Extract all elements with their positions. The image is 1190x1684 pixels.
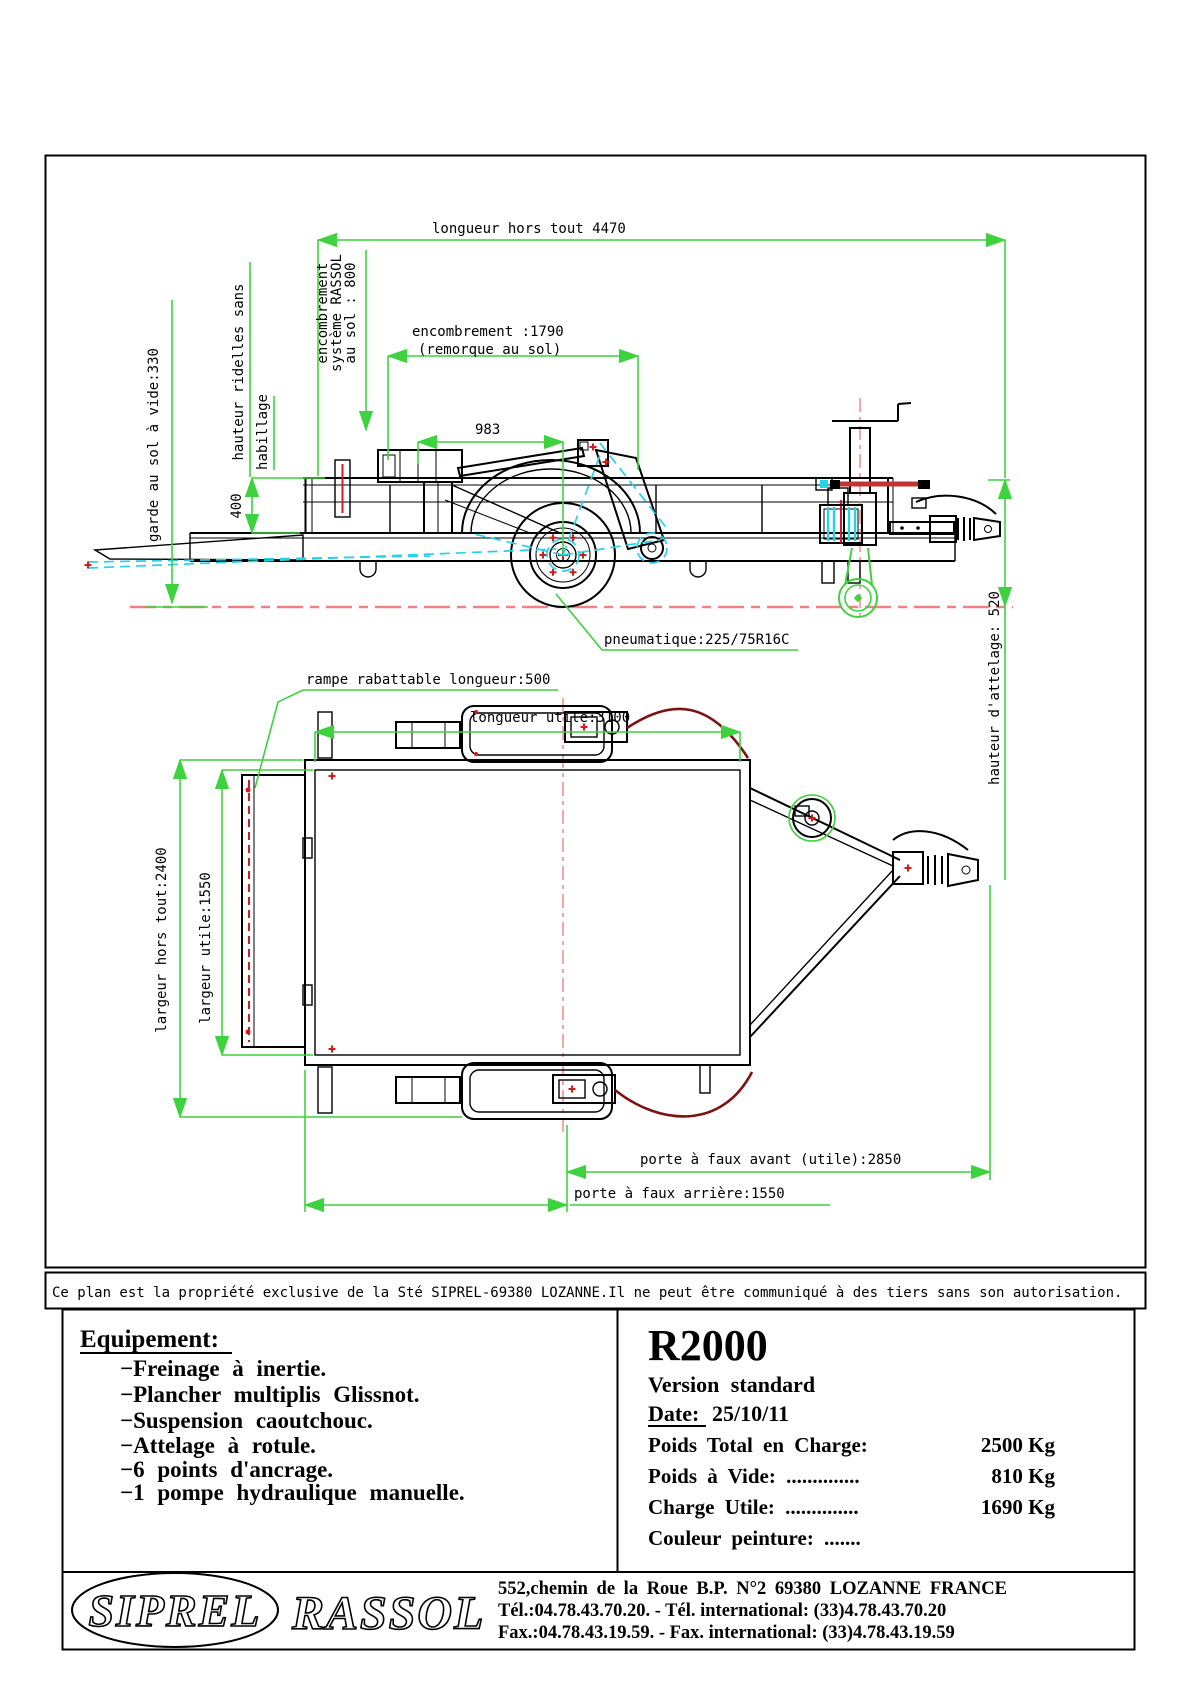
- jockey-wheel-plan: [789, 795, 835, 841]
- top-view-drawing: [242, 698, 978, 1135]
- equipment-item: −Plancher multiplis Glissnot.: [120, 1382, 420, 1407]
- tel-line: Tél.:04.78.43.70.20. - Tél. international: (33)4.78.43.70.20: [498, 1601, 947, 1621]
- dim-983: 983: [475, 422, 501, 438]
- label-pneumatique: pneumatique:225/75R16C: [604, 632, 790, 648]
- dim-enc-rassol-line1: encombrement: [315, 262, 331, 364]
- equipment-item: −6 points d'ancrage.: [120, 1457, 334, 1482]
- spec-label: Poids Total en Charge:: [648, 1433, 868, 1457]
- spec-value: 2500 Kg: [980, 1433, 1055, 1457]
- dim-encombrement-line2: (remorque au sol): [418, 342, 562, 358]
- address-line: 552,chemin de la Roue B.P. N°2 69380 LOZANNE FRANCE: [498, 1579, 1007, 1599]
- equipment-title: Equipement:: [80, 1326, 219, 1353]
- side-view-drawing: [85, 398, 1014, 622]
- date-value: 25/10/11: [712, 1401, 790, 1426]
- dim-garde-au-sol: garde au sol à vide:330: [146, 348, 162, 542]
- date-label: Date:: [648, 1401, 700, 1426]
- equipment-block: [80, 1326, 465, 1505]
- rassol-arm-mechanism: [378, 440, 664, 559]
- dim-enc-rassol-line3: au sol : 800: [343, 262, 359, 364]
- model-number: R2000: [648, 1321, 768, 1370]
- version-label: Version standard: [648, 1372, 816, 1397]
- dim-enc-rassol-line2: système RASSOL: [329, 253, 345, 373]
- dim-longueur-hors-tout: longueur hors tout 4470: [432, 221, 626, 237]
- dim-encombrement-line1: encombrement :1790: [412, 324, 564, 340]
- logo-rassol: RASSOL: [292, 1587, 486, 1640]
- dim-largeur-utile: largeur utile:1550: [198, 872, 214, 1024]
- spec-label: Charge Utile: ..............: [648, 1495, 859, 1519]
- equipment-item: −Freinage à inertie.: [120, 1356, 327, 1381]
- product-block: [648, 1321, 1055, 1550]
- dim-largeur-hors-tout: largeur hors tout:2400: [154, 847, 170, 1033]
- dim-400: 400: [229, 493, 245, 519]
- top-view-dimensions: [154, 672, 990, 1212]
- equipment-item: −1 pompe hydraulique manuelle.: [120, 1480, 465, 1505]
- dim-porte-a-faux-arriere: porte à faux arrière:1550: [574, 1186, 785, 1202]
- spec-label: Poids à Vide: ..............: [648, 1464, 860, 1488]
- footer-block: [72, 1573, 1007, 1647]
- fax-line: Fax.:04.78.43.19.59. - Fax. international: (33)4.78.43.19.59: [498, 1623, 955, 1643]
- dim-hauteur-attelage: hauteur d'attelage: 520: [987, 591, 1003, 785]
- dim-hauteur-ridelles-line2: habillage: [255, 394, 271, 470]
- spec-value: 1690 Kg: [980, 1495, 1055, 1519]
- equipment-item: −Attelage à rotule.: [120, 1433, 316, 1458]
- front-assembly: [816, 398, 1000, 622]
- spec-value: 810 Kg: [991, 1464, 1055, 1488]
- label-rampe: rampe rabattable longueur:500: [306, 672, 551, 688]
- dim-porte-a-faux-avant: porte à faux avant (utile):2850: [640, 1152, 902, 1168]
- equipment-item: −Suspension caoutchouc.: [120, 1408, 373, 1433]
- dim-hauteur-ridelles-line1: hauteur ridelles sans: [231, 283, 247, 461]
- disclaimer-text: Ce plan est la propriété exclusive de la Sté SIPREL-69380 LOZANNE.Il ne peut être communiqué à des tiers sans son autorisation.: [52, 1285, 1123, 1301]
- spec-label: Couleur peinture: .......: [648, 1526, 861, 1550]
- side-view-dimensions: [145, 221, 1010, 880]
- logo-siprel: SIPREL: [88, 1585, 262, 1636]
- dim-longueur-utile: longueur utile:3100: [470, 710, 631, 726]
